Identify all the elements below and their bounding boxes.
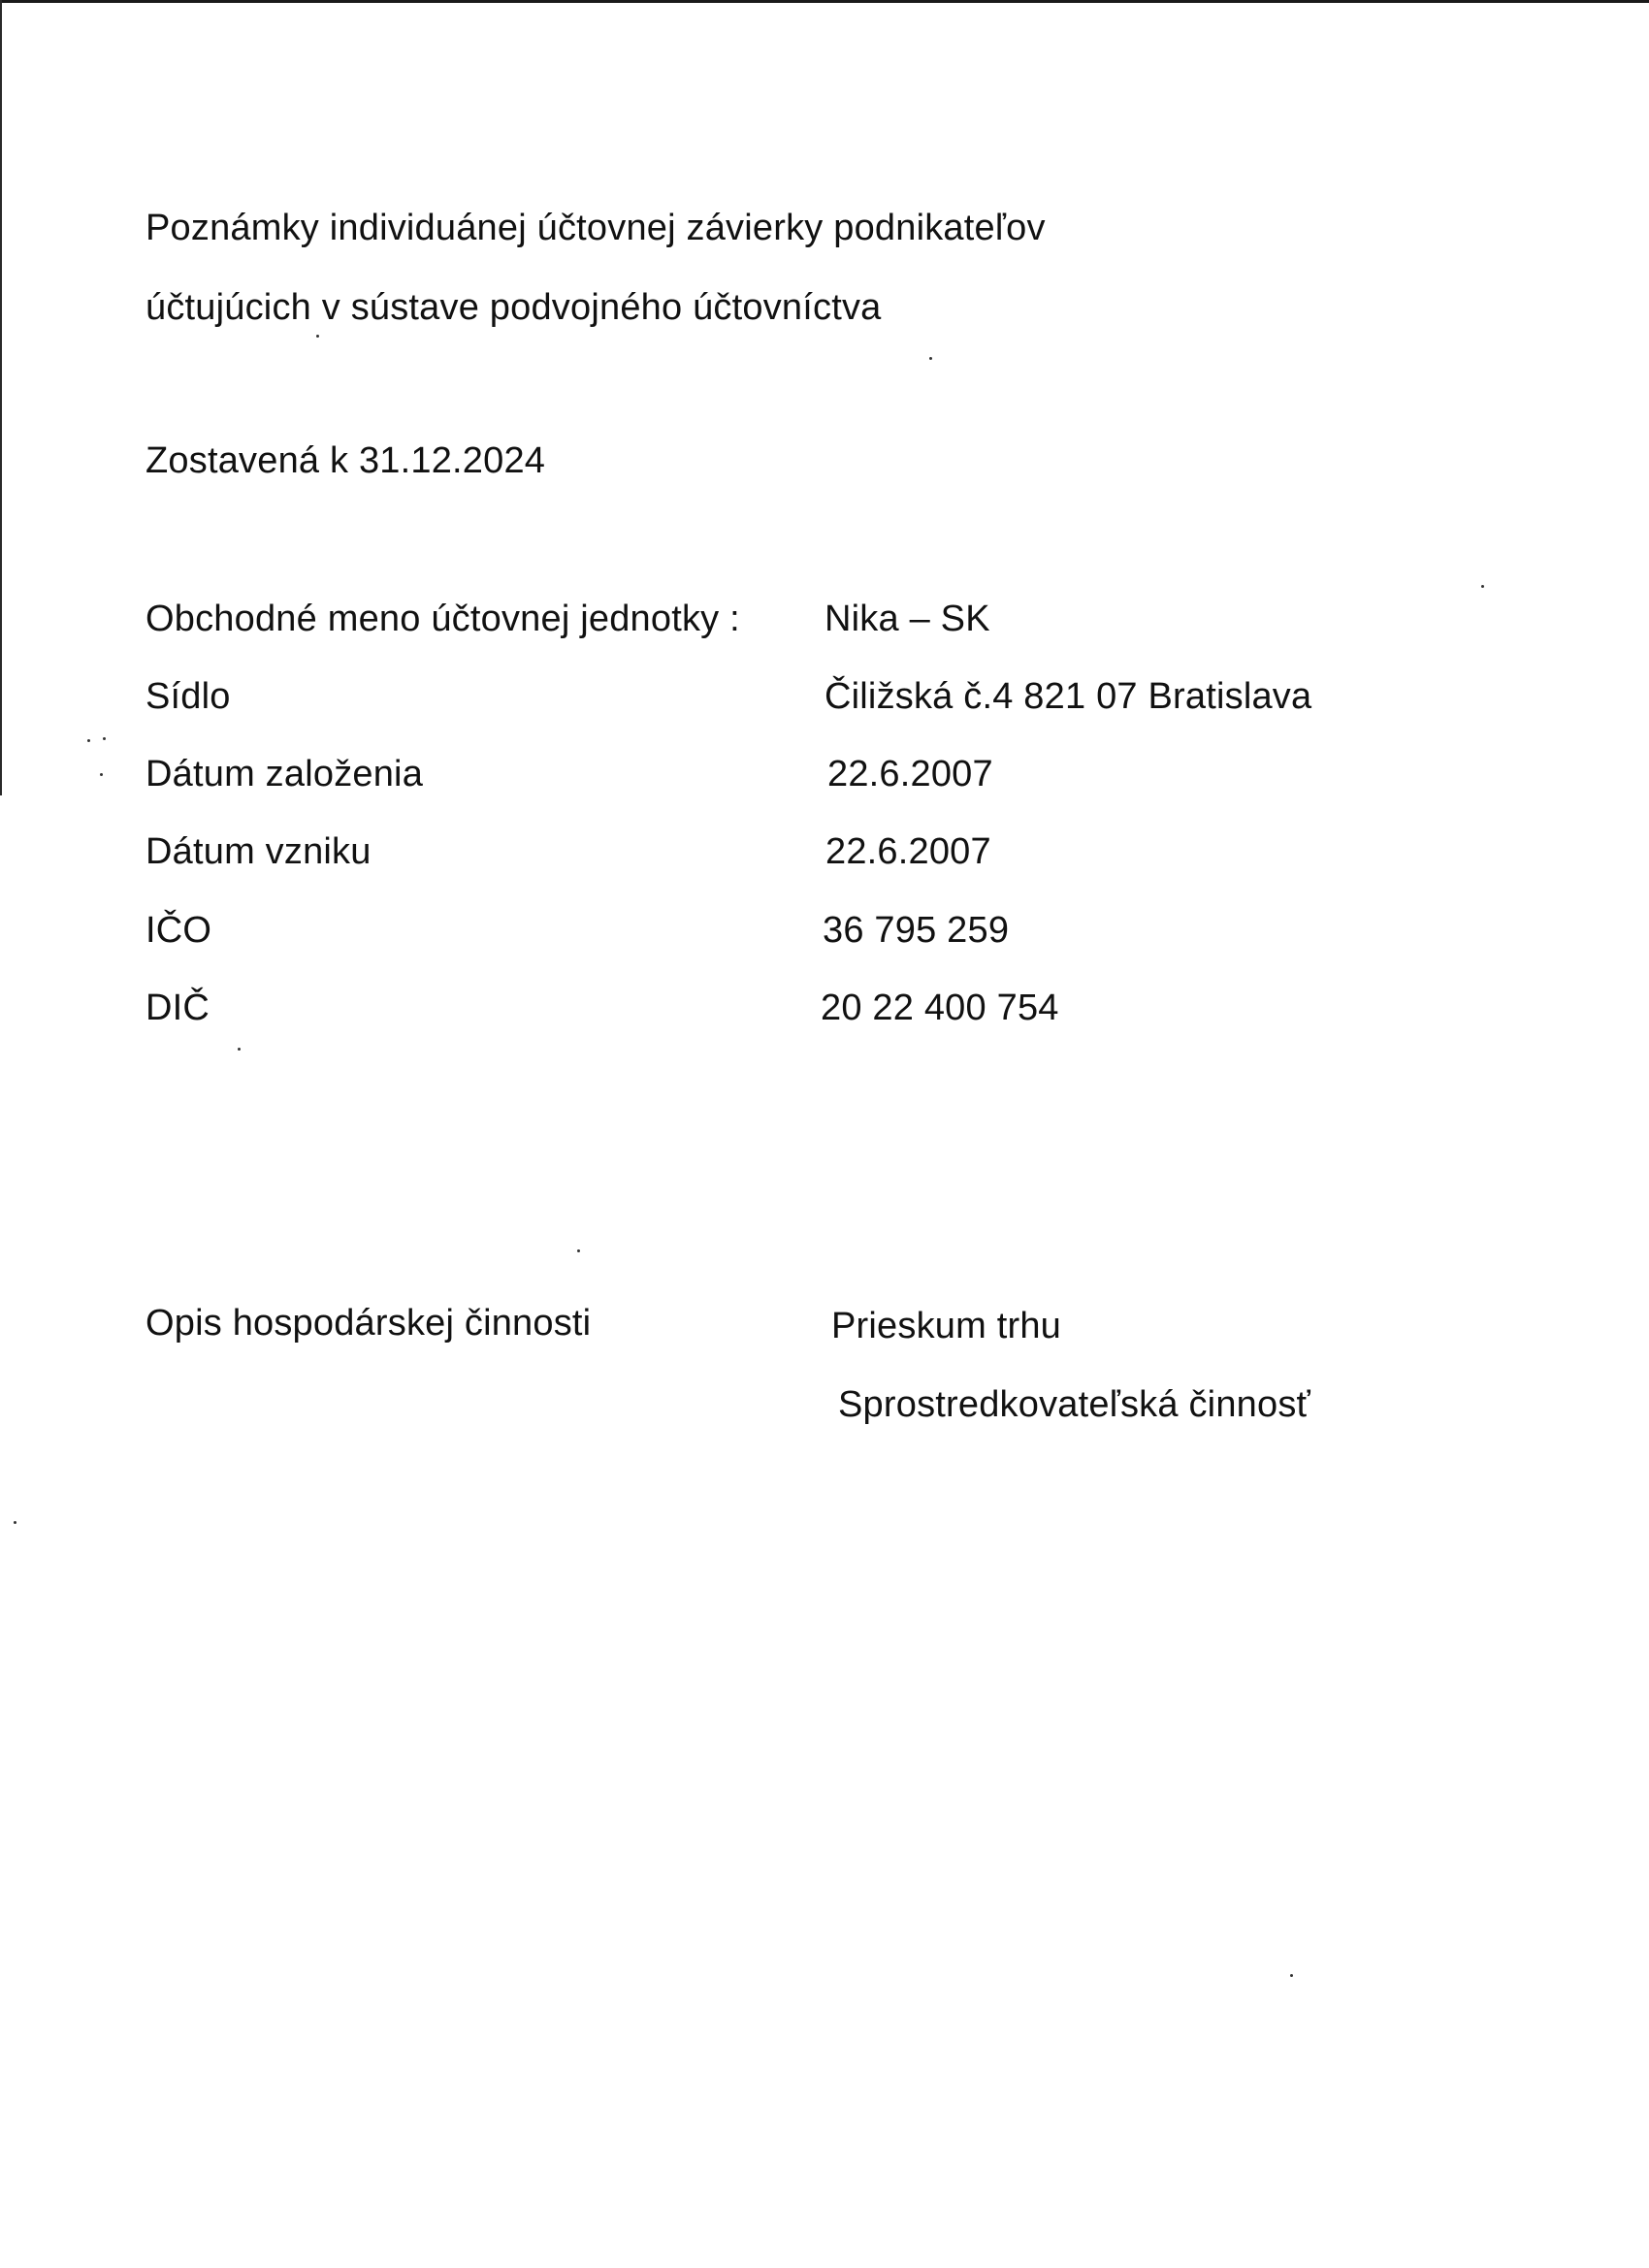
field-value-dic: 20 22 400 754	[821, 988, 1059, 1028]
document-title-line-1: Poznámky individuánej účtovnej závierky podnikateľov	[146, 208, 1046, 248]
field-label-founding-date: Dátum založenia	[146, 754, 424, 794]
compiled-date: Zostavená k 31.12.2024	[146, 440, 546, 481]
field-value-founding-date: 22.6.2007	[827, 754, 993, 794]
field-label-dic: DIČ	[146, 988, 210, 1028]
scan-speck	[100, 773, 103, 776]
scan-speck	[103, 737, 106, 740]
field-value-company-name: Nika – SK	[824, 599, 990, 639]
scan-speck	[1481, 585, 1484, 588]
field-label-company-name: Obchodné meno účtovnej jednotky :	[146, 599, 740, 639]
field-value-ico: 36 795 259	[823, 910, 1010, 951]
scan-top-edge	[0, 0, 1649, 3]
activity-item: Prieskum trhu	[831, 1306, 1062, 1346]
field-label-origin-date: Dátum vzniku	[146, 831, 372, 872]
field-value-origin-date: 22.6.2007	[825, 831, 991, 872]
field-label-seat: Sídlo	[146, 676, 231, 717]
scan-speck	[1290, 1974, 1293, 1977]
activity-label: Opis hospodárskej činnosti	[146, 1303, 592, 1344]
scan-left-edge	[0, 0, 2, 795]
scan-speck	[929, 357, 932, 360]
scan-speck	[238, 1048, 241, 1051]
field-label-ico: IČO	[146, 910, 212, 951]
scan-speck	[316, 335, 319, 338]
activity-item: Sprostredkovateľská činnosť	[838, 1384, 1310, 1425]
scan-speck	[577, 1249, 580, 1252]
document-title-line-2: účtujúcich v sústave podvojného účtovníctva	[146, 287, 882, 328]
field-value-seat: Čiližská č.4 821 07 Bratislava	[824, 676, 1312, 717]
scan-speck	[14, 1521, 16, 1524]
scan-speck	[87, 739, 90, 742]
